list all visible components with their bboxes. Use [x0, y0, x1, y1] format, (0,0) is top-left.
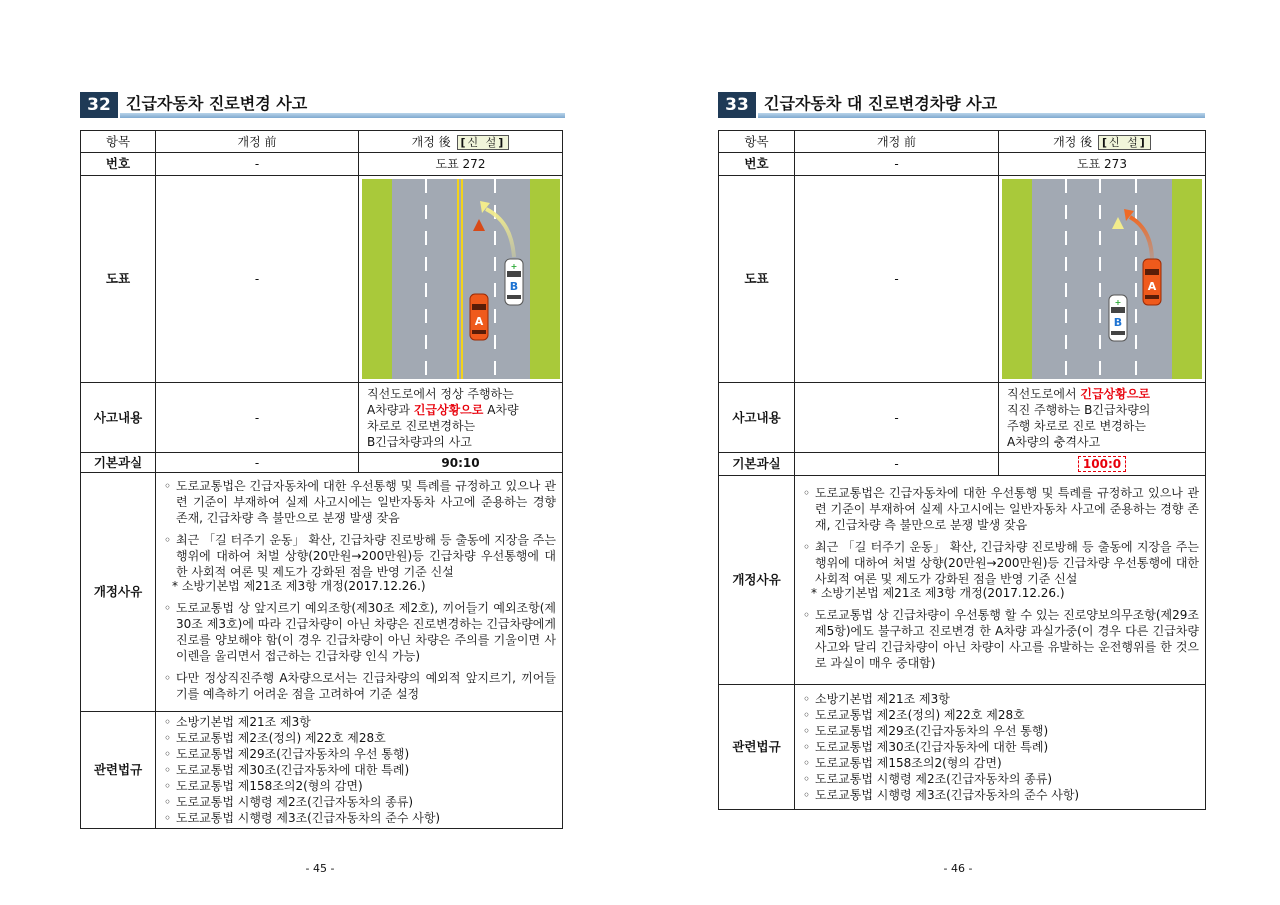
accident-after: 직선도로에서 정상 주행하는 A차량과 긴급상황으로 A차량 차로로 진로변경하는 B긴급차량과의 사고 — [359, 383, 563, 453]
number-row — [81, 153, 563, 176]
fault-row — [81, 453, 563, 473]
svg-text:B: B — [509, 280, 519, 293]
number-before: - — [795, 153, 999, 176]
header-before: 개정 前 — [795, 131, 999, 153]
laws-label: 관련법규 — [719, 685, 795, 810]
page-46 — [640, 0, 1280, 905]
fault-label: 기본과실 — [719, 453, 795, 476]
svg-text:+: + — [1114, 298, 1122, 307]
fault-row — [719, 453, 1206, 476]
law-item: ◦ 도로교통법 제2조(정의) 제22호 제28호 — [164, 731, 386, 745]
reason-item: ◦ 도로교통법은 긴급자동차에 대한 우선통행 및 특례를 규정하고 있으나 관련 기준이 부재하여 실제 사고시에는 일반자동차 사고에 준용하는 경향 존재, 긴급차량 측 불만으로 분쟁 발생 잦음 — [164, 479, 556, 525]
fault-after: 100:0 — [1078, 456, 1126, 472]
law-item: ◦ 도로교통법 제158조의2(형의 감면) — [164, 779, 363, 793]
svg-text:A: A — [1147, 280, 1157, 293]
fault-before: - — [795, 453, 999, 476]
accident-diagram — [362, 179, 560, 379]
car-a — [1143, 259, 1161, 305]
law-item: ◦ 도로교통법 시행령 제2조(긴급자동차의 종류) — [803, 772, 1053, 786]
reason-row — [81, 473, 563, 712]
number-after: 도표 272 — [359, 153, 563, 176]
header-item: 항목 — [719, 131, 795, 153]
law-item: ◦ 소방기본법 제21조 제3항 — [164, 715, 311, 729]
reason-item: ◦ 도로교통법 상 긴급차량이 우선통행 할 수 있는 진로양보의무조항(제29조 제5항)에도 불구하고 진로변경 한 A차량 과실가중(이 경우 다른 긴급차량 사고와 달리 긴급차량이 아닌 차량이 사고를 유발하는 운전행위를 한 것으로 과실이 매우 중대함) — [803, 608, 1199, 670]
laws-label: 관련법규 — [81, 712, 156, 829]
fault-label: 기본과실 — [81, 453, 156, 473]
revision-table — [80, 130, 563, 829]
car-b — [505, 259, 523, 305]
diagram-row — [719, 176, 1206, 383]
reason-item: ◦ 최근 「길 터주기 운동」 확산, 긴급차량 진로방해 등 출동에 지장을 주는 행위에 대하여 처벌 상향(20만원→200만원)등 긴급차량 우선통행에 대한 사회적 여론 및 제도가 강화된 점을 반영 기준 신설 — [164, 533, 556, 579]
header-after-cell — [999, 131, 1206, 153]
laws-content — [156, 712, 563, 829]
number-after: 도표 273 — [999, 153, 1206, 176]
section-number: 32 — [80, 92, 118, 118]
number-label: 번호 — [81, 153, 156, 176]
diagram-label: 도표 — [719, 176, 795, 383]
diagram-before: - — [156, 176, 359, 383]
section-title: 긴급자동차 진로변경 사고 — [126, 94, 308, 113]
page-number: - 45 - — [305, 862, 335, 875]
header-after: 개정 後 — [411, 134, 451, 149]
accident-row — [81, 383, 563, 453]
section-heading — [718, 92, 1205, 118]
new-badge: [신 설] — [457, 135, 510, 150]
heading-underline — [120, 113, 565, 118]
accident-before: - — [795, 383, 999, 453]
reason-label: 개정사유 — [719, 476, 795, 685]
accident-before: - — [156, 383, 359, 453]
accident-label: 사고내용 — [81, 383, 156, 453]
diagram-before: - — [795, 176, 999, 383]
highlight-emergency: 긴급상황으로 — [1080, 386, 1150, 401]
car-b — [1109, 295, 1127, 341]
diagram-cell — [359, 176, 563, 383]
reason-content — [156, 473, 563, 712]
laws-content — [795, 685, 1206, 810]
number-row — [719, 153, 1206, 176]
svg-text:A: A — [474, 315, 484, 328]
fault-after: 90:10 — [359, 453, 563, 473]
highlight-emergency: 긴급상황으로 — [413, 402, 484, 417]
fault-before: - — [156, 453, 359, 473]
svg-text:+: + — [510, 262, 518, 271]
number-label: 번호 — [719, 153, 795, 176]
reason-label: 개정사유 — [81, 473, 156, 712]
reason-note: * 소방기본법 제21조 제3항 개정(2017.12.26.) — [172, 579, 426, 593]
heading-underline — [758, 113, 1205, 118]
header-row — [719, 131, 1206, 153]
law-item: ◦ 도로교통법 제158조의2(형의 감면) — [803, 756, 1002, 770]
svg-text:B: B — [1113, 316, 1123, 329]
car-a — [470, 294, 488, 340]
reason-item: ◦ 도로교통법은 긴급자동차에 대한 우선통행 및 특례를 규정하고 있으나 관련 기준이 부재하여 실제 사고시에는 일반자동차 사고에 준용하는 경향 존재, 긴급차량 측 불만으로 분쟁 발생 잦음 — [803, 486, 1199, 532]
header-after-cell — [359, 131, 563, 153]
header-after: 개정 後 — [1053, 134, 1093, 149]
reason-item: ◦ 최근 「길 터주기 운동」 확산, 긴급차량 진로방해 등 출동에 지장을 주는 행위에 대하여 처벌 상향(20만원→200만원)등 긴급차량 우선통행에 대한 사회적 여론 및 제도가 강화된 점을 반영 기준 신설 — [803, 540, 1199, 586]
fault-after-cell — [999, 453, 1206, 476]
accident-label: 사고내용 — [719, 383, 795, 453]
law-item: ◦ 도로교통법 제29조(긴급자동차의 우선 통행) — [803, 724, 1049, 738]
reason-item: ◦ 도로교통법 상 앞지르기 예외조항(제30조 제2호), 끼어들기 예외조항(제30조 제3호)에 따라 긴급차량이 아닌 차량은 진로변경하는 긴급차량에게 진로를 양보해야 함(이 경우 긴급차량이 아닌 차량은 주의를 기울이면 사이렌을 울리면서 접근하는 긴급차량 인식 가능) — [164, 601, 556, 663]
laws-row — [719, 685, 1206, 810]
diagram-row — [81, 176, 563, 383]
laws-row — [81, 712, 563, 829]
header-item: 항목 — [81, 131, 156, 153]
revision-table — [718, 130, 1206, 810]
section-number: 33 — [718, 92, 756, 118]
section-heading — [80, 92, 565, 118]
page-number: - 46 - — [943, 862, 973, 875]
header-before: 개정 前 — [156, 131, 359, 153]
reason-note: * 소방기본법 제21조 제3항 개정(2017.12.26.) — [811, 586, 1065, 600]
reason-row — [719, 476, 1206, 685]
accident-row — [719, 383, 1206, 453]
reason-item: ◦ 다만 정상직진주행 A차량으로서는 긴급차량의 예외적 앞지르기, 끼어들기를 예측하기 어려운 점을 고려하여 기준 설정 — [164, 671, 556, 701]
header-row — [81, 131, 563, 153]
law-item: ◦ 도로교통법 제30조(긴급자동차에 대한 특례) — [164, 763, 410, 777]
law-item: ◦ 도로교통법 시행령 제2조(긴급자동차의 종류) — [164, 795, 414, 809]
accident-after: 직선도로에서 긴급상황으로 직진 주행하는 B긴급차량의 주행 차로로 진로 변경하는 A차량의 충격사고 — [999, 383, 1206, 453]
new-badge: [신 설] — [1098, 135, 1151, 150]
law-item: ◦ 도로교통법 제29조(긴급자동차의 우선 통행) — [164, 747, 410, 761]
reason-content — [795, 476, 1206, 685]
diagram-label: 도표 — [81, 176, 156, 383]
accident-diagram — [1002, 179, 1202, 379]
law-item: ◦ 도로교통법 시행령 제3조(긴급자동차의 준수 사항) — [803, 788, 1080, 802]
section-title: 긴급자동차 대 진로변경차량 사고 — [764, 94, 998, 113]
number-before: - — [156, 153, 359, 176]
law-item: ◦ 도로교통법 시행령 제3조(긴급자동차의 준수 사항) — [164, 811, 441, 825]
law-item: ◦ 도로교통법 제2조(정의) 제22호 제28호 — [803, 708, 1025, 722]
law-item: ◦ 소방기본법 제21조 제3항 — [803, 692, 950, 706]
diagram-cell — [999, 176, 1206, 383]
law-item: ◦ 도로교통법 제30조(긴급자동차에 대한 특례) — [803, 740, 1049, 754]
